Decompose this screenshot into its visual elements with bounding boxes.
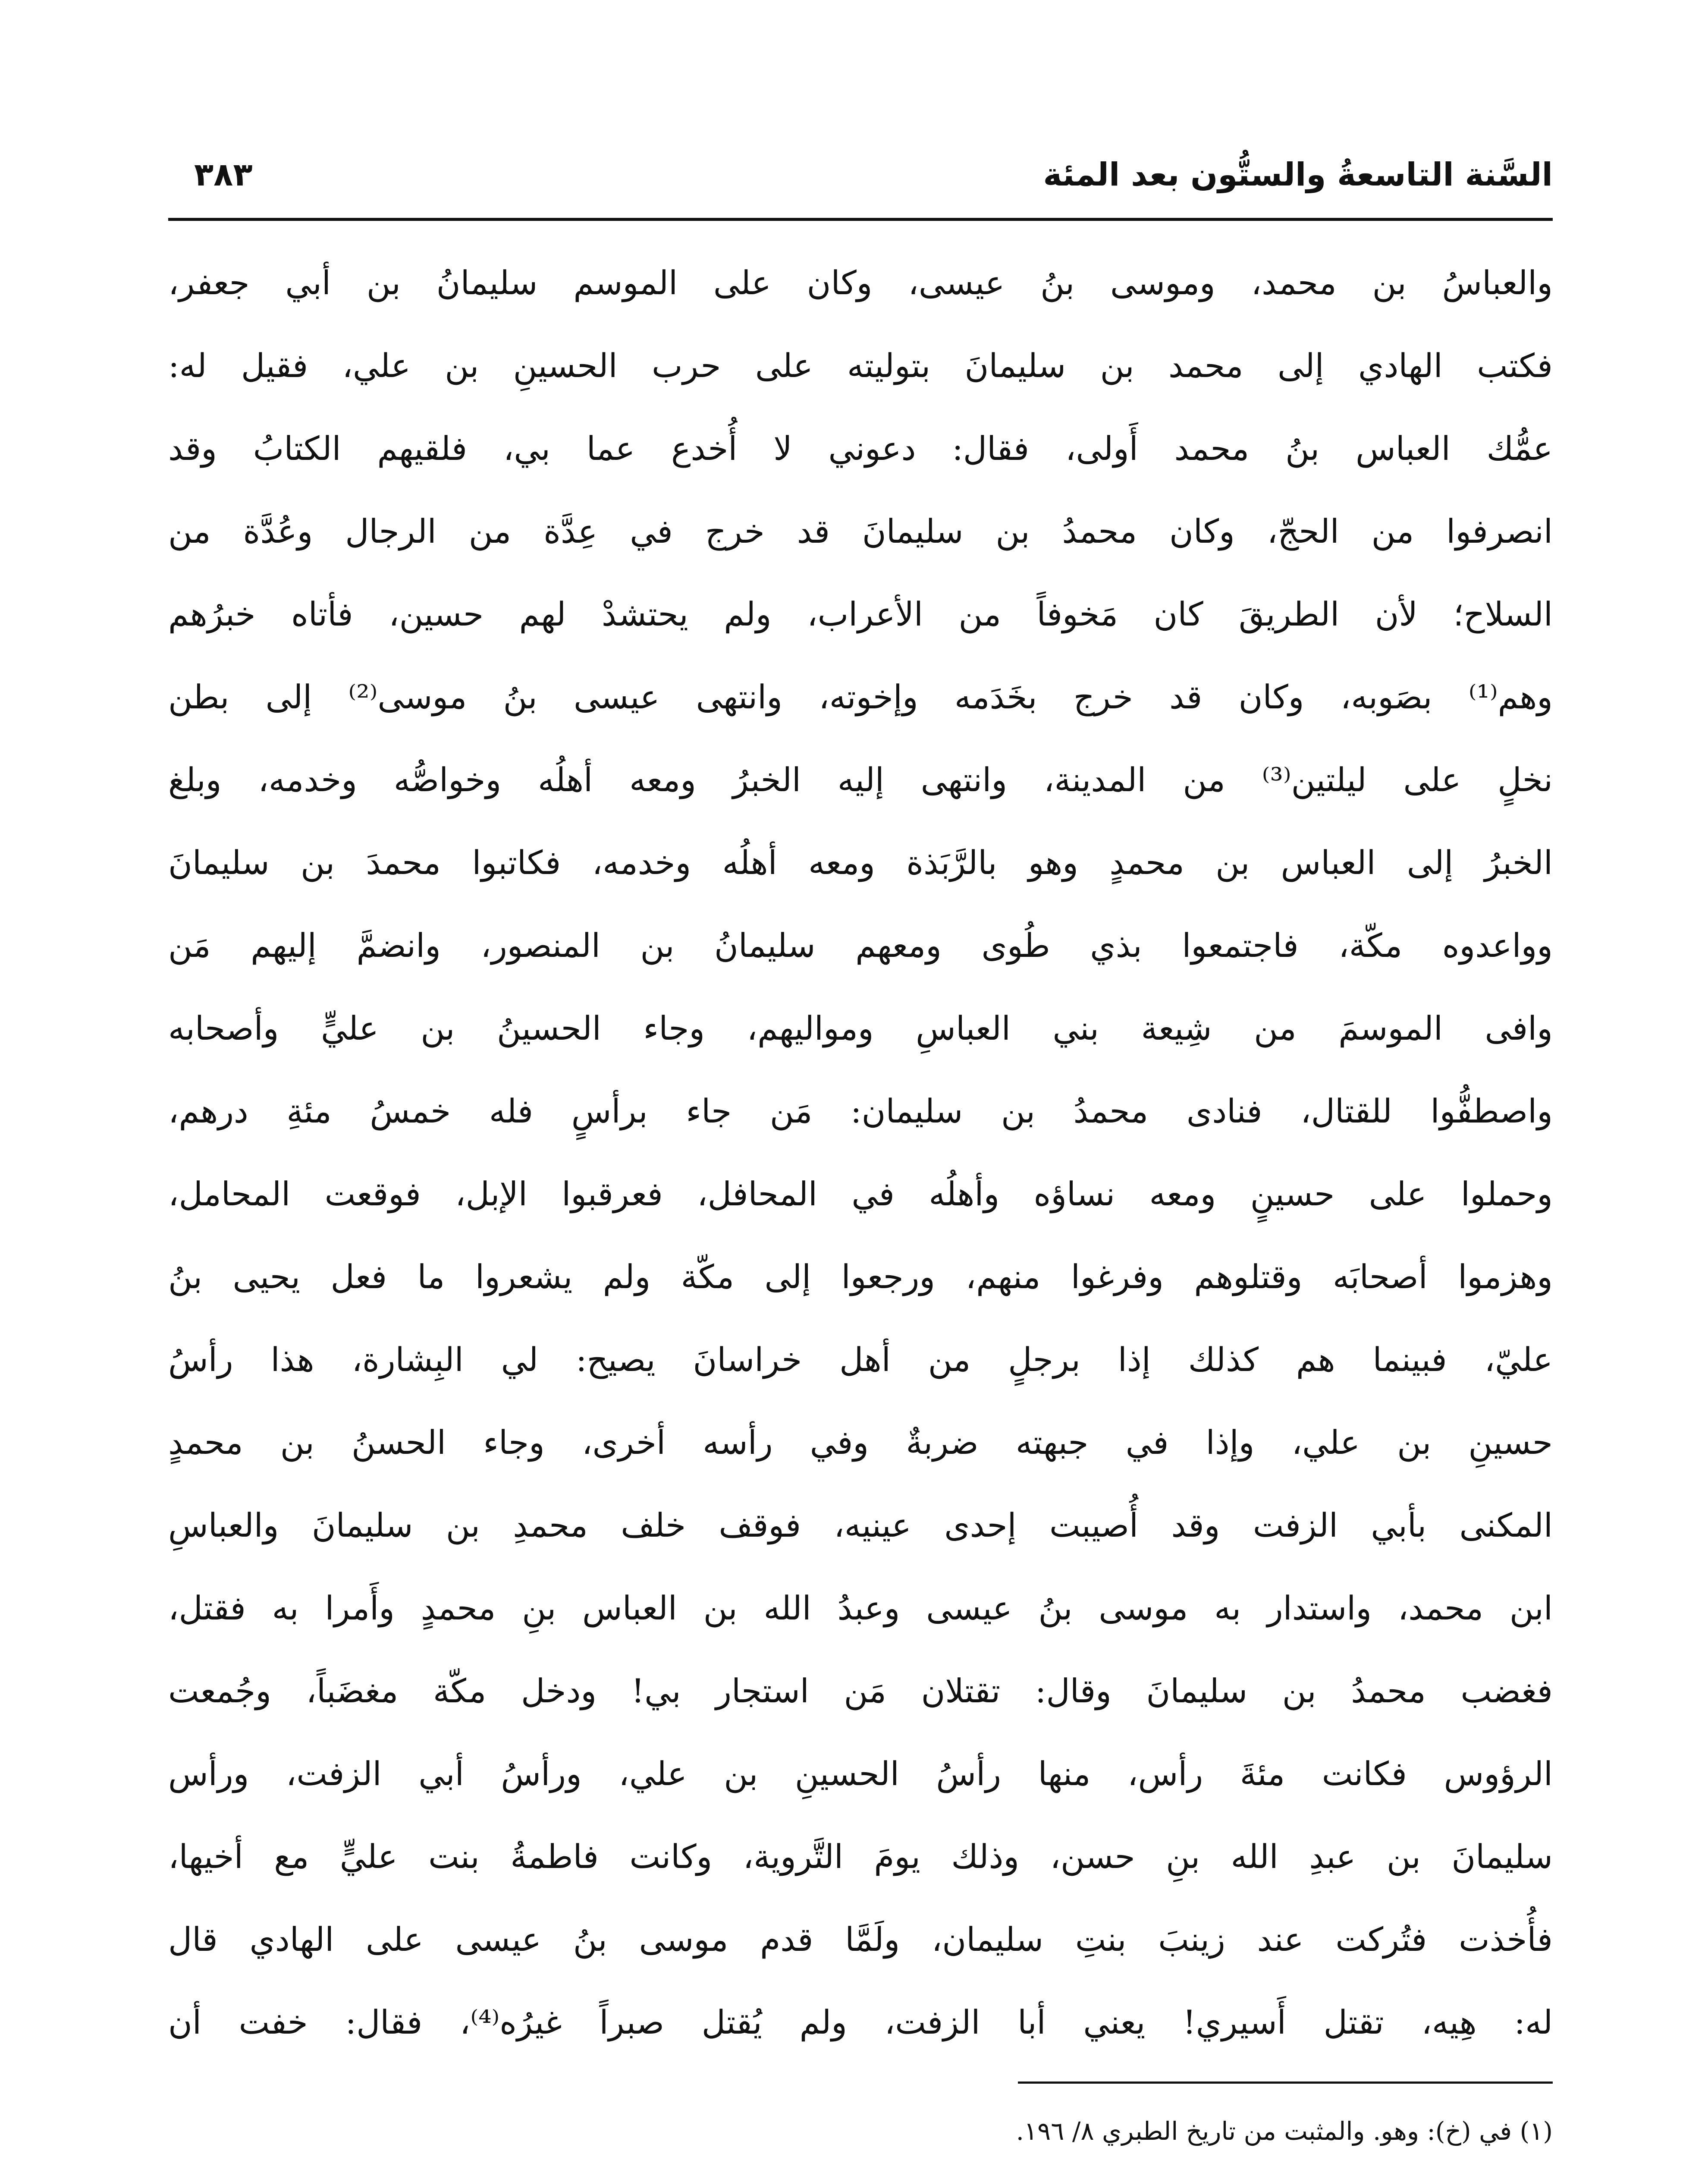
text-line: وحملوا على حسينٍ ومعه نساؤه وأهلُه في المحافل، فعرقبوا الإبل، فوقعت المحامل، [168, 1175, 1553, 1213]
text-line: فأُخذت فتُركت عند زينبَ بنتِ سليمان، ولَمَّا قدم موسى بنُ عيسى على الهادي قال [168, 1920, 1553, 1959]
running-title: السَّنة التاسعةُ والستُّون بعد المئة [1043, 156, 1553, 193]
page-header [168, 142, 1553, 207]
text-line: الخبرُ إلى العباس بن محمدٍ وهو بالرَّبَذة ومعه أهلُه وخدمه، فكاتبوا محمدَ بن سليمانَ [168, 843, 1553, 882]
text-line: وافى الموسمَ من شِيعة بني العباسِ ومواليهم، وجاء الحسينُ بن عليٍّ وأصحابه [168, 1009, 1553, 1047]
text-line: وهم⁽¹⁾ بصَوبه، وكان قد خرج بخَدَمه وإخوته، وانتهى عيسى بنُ موسى⁽²⁾ إلى بطن [168, 678, 1553, 716]
text-line: والعباسُ بن محمد، وموسى بنُ عيسى، وكان على الموسم سليمانُ بن أبي جعفر، [168, 264, 1553, 302]
text-line: فغضب محمدُ بن سليمانَ وقال: تقتلان مَن استجار بي! ودخل مكّة مغضَباً، وجُمعت [168, 1672, 1553, 1710]
text-line: وهزموا أصحابَه وقتلوهم وفرغوا منهم، ورجعوا إلى مكّة ولم يشعروا ما فعل يحيى بنُ [168, 1258, 1553, 1296]
text-line: الرؤوس فكانت مئةَ رأس، منها رأسُ الحسينِ بن علي، ورأسُ أبي الزفت، ورأس [168, 1755, 1553, 1793]
text-line: حسينِ بن علي، وإذا في جبهته ضربةٌ وفي رأسه أخرى، وجاء الحسنُ بن محمدٍ [168, 1423, 1553, 1462]
text-line: واصطفُّوا للقتال، فنادى محمدُ بن سليمان: مَن جاء برأسٍ فله خمسُ مئةِ درهم، [168, 1092, 1553, 1130]
text-line: سليمانَ بن عبدِ الله بنِ حسن، وذلك يومَ التَّروية، وكانت فاطمةُ بنت عليٍّ مع أخيها، [168, 1837, 1553, 1876]
text-line: المكنى بأبي الزفت وقد أُصيبت إحدى عينيه، فوقف خلف محمدِ بن سليمانَ والعباسِ [168, 1506, 1553, 1544]
text-line: له: هِيه، تقتل أَسيري! يعني أبا الزفت، ولم يُقتل صبراً غيرُه⁽⁴⁾، فقال: خفت أن [168, 2003, 1553, 2041]
text-line: نخلٍ على ليلتين⁽³⁾ من المدينة، وانتهى إليه الخبرُ ومعه أهلُه وخواصُّه وخدمه، وبلغ [168, 761, 1553, 799]
page-number: ٣٨٣ [194, 156, 253, 193]
text-line: عليّ، فبينما هم كذلك إذا برجلٍ من أهل خراسانَ يصيح: لي البِشارة، هذا رأسُ [168, 1340, 1553, 1379]
text-line: ابن محمد، واستدار به موسى بنُ عيسى وعبدُ الله بن العباس بنِ محمدٍ وأَمرا به فقتل، [168, 1589, 1553, 1627]
text-line: انصرفوا من الحجّ، وكان محمدُ بن سليمانَ قد خرج في عِدَّة من الرجال وعُدَّة من [168, 512, 1553, 550]
footnote: (١) في (خ): وهو. والمثبت من تاريخ الطبري ٨/ ١٩٦. [1016, 2116, 1553, 2146]
header-rule [168, 218, 1553, 221]
footnote-separator [1018, 2082, 1553, 2084]
text-line: وواعدوه مكّة، فاجتمعوا بذي طُوى ومعهم سليمانُ بن المنصور، وانضمَّ إليهم مَن [168, 926, 1553, 965]
text-line: السلاح؛ لأن الطريقَ كان مَخوفاً من الأعراب، ولم يحتشدْ لهم حسين، فأتاه خبرُهم [168, 595, 1553, 633]
footnotes [168, 2101, 1553, 2157]
text-line: عمُّك العباس بنُ محمد أَولى، فقال: دعوني لا أُخدع عما بي، فلقيهم الكتابُ وقد [168, 429, 1553, 468]
text-line: فكتب الهادي إلى محمد بن سليمانَ بتوليته على حرب الحسينِ بن علي، فقيل له: [168, 346, 1553, 385]
body-text [168, 242, 1553, 2064]
